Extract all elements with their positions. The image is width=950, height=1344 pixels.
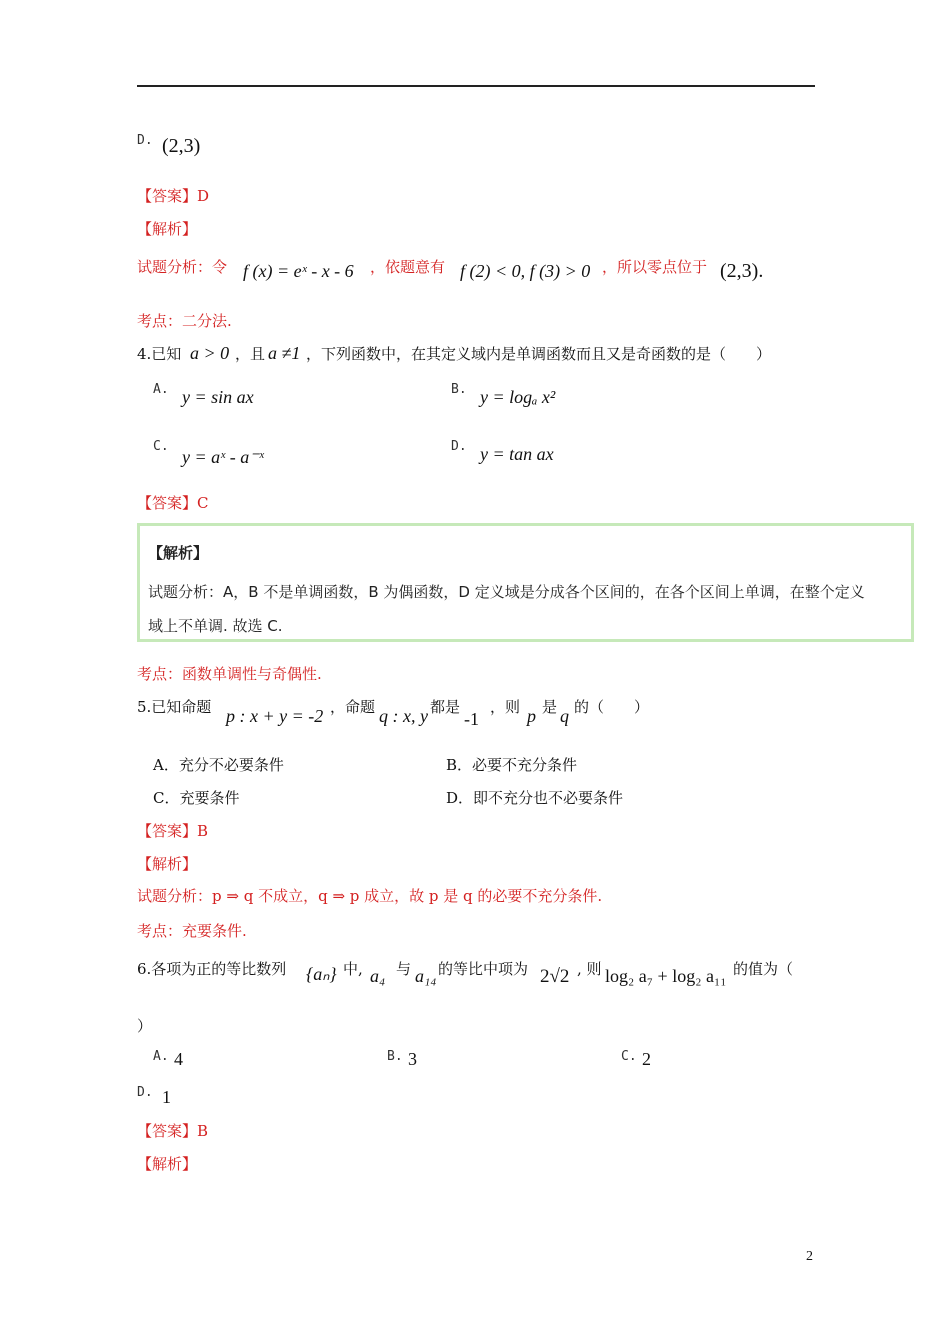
q3-answer: 【答案】D xyxy=(137,187,210,205)
q3-analysis-suffix: ，所以零点位于 xyxy=(602,258,708,276)
q4-box-line1: 试题分析：A，B 不是单调函数，B 为偶函数，D 定义域是分成各个区间的，在各个区间上单调，在整个定义 xyxy=(148,583,865,601)
q6-stem-c: 与 xyxy=(396,960,412,978)
q4-option-a-expr: y = sin ax xyxy=(182,387,254,407)
q4-option-b-label: B. xyxy=(451,382,467,397)
q6-analysis-title: 【解析】 xyxy=(137,1155,198,1173)
q6-option-b-label: B. xyxy=(387,1049,403,1064)
page-number: 2 xyxy=(806,1249,813,1264)
q5-p-expr: p : x + y = -2 xyxy=(226,706,324,726)
q4-option-c-label: C. xyxy=(153,439,169,454)
q6-stem-d: 的等比中项为 xyxy=(438,960,529,978)
q5-p: p xyxy=(527,706,536,726)
q3-analysis-prefix: 试题分析：令 xyxy=(137,258,228,276)
q5-val: -1 xyxy=(464,709,479,729)
q6-mid: 2√2 xyxy=(540,966,570,987)
q6-stem-close: ） xyxy=(137,1017,153,1035)
q5-q-expr: q : x, y xyxy=(379,706,428,726)
q4-analysis-box xyxy=(137,523,914,642)
q3-analysis-func: f (x) = eˣ - x - 6 xyxy=(243,261,354,281)
q5-answer: 【答案】B xyxy=(137,822,209,840)
q5-option-b: B．必要不充分条件 xyxy=(446,756,578,774)
q6-option-a-label: A. xyxy=(153,1049,169,1064)
q5-stem-a: 5.已知命题 xyxy=(137,698,212,716)
q4-box-line2: 域上不单调. 故选 C. xyxy=(148,617,283,635)
q6-stem-b: 中, xyxy=(343,960,363,978)
q6-stem-f: 的值为（ xyxy=(733,960,794,978)
q4-kaodian: 考点：函数单调性与奇偶性. xyxy=(137,665,322,683)
q6-a4: a₄ xyxy=(370,966,386,986)
q6-option-c-label: C. xyxy=(621,1049,637,1064)
q6-logs: log₂ a₇ + log₂ a₁₁ xyxy=(605,966,727,986)
q4-answer: 【答案】C xyxy=(137,494,209,512)
q3-kaodian: 考点：二分法. xyxy=(137,312,232,330)
q5-option-a: A．充分不必要条件 xyxy=(153,756,284,774)
q4-option-a-label: A. xyxy=(153,382,169,397)
q6-seq: {aₙ} xyxy=(306,964,337,984)
q6-option-d-val: 1 xyxy=(162,1087,171,1107)
q5-option-c: C．充要条件 xyxy=(153,789,240,807)
q5-stem-b: ，命题 xyxy=(330,698,376,716)
q4-stem-c: ，下列函数中，在其定义域内是单调函数而且又是奇函数的是（ ） xyxy=(306,345,772,363)
q4-cond1: a > 0 xyxy=(190,343,230,363)
q5-option-d: D．即不充分也不必要条件 xyxy=(446,789,624,807)
q4-cond2: a ≠1 xyxy=(268,343,301,363)
q6-a14: a₁₄ xyxy=(415,966,437,986)
q3-option-d-label: D. xyxy=(137,133,153,148)
q5-stem-e: 是 xyxy=(542,698,558,716)
q4-stem-b: ，且 xyxy=(235,345,266,363)
q5-analysis: 试题分析：p ⇒ q 不成立，q ⇒ p 成立，故 p 是 q 的必要不充分条件. xyxy=(137,887,603,905)
q3-analysis-interval: (2,3). xyxy=(720,260,764,282)
q6-option-b-val: 3 xyxy=(408,1049,417,1069)
q4-option-d-label: D. xyxy=(451,439,467,454)
q3-option-d-value: (2,3) xyxy=(162,135,201,157)
q6-stem-a: 6.各项为正的等比数列 xyxy=(137,960,287,978)
q5-analysis-title: 【解析】 xyxy=(137,855,198,873)
q5-stem-f: 的（ ） xyxy=(574,698,650,716)
q4-option-d-expr: y = tan ax xyxy=(480,444,554,464)
q4-stem-a: 4.已知 xyxy=(137,345,182,363)
header-rule xyxy=(137,85,815,87)
q6-answer: 【答案】B xyxy=(137,1122,209,1140)
q6-stem-e: , 则 xyxy=(577,960,602,978)
q5-stem-d: ，则 xyxy=(490,698,521,716)
q3-analysis-cond: f (2) < 0, f (3) > 0 xyxy=(460,261,591,281)
q5-stem-c: 都是 xyxy=(430,698,461,716)
q4-box-title: 【解析】 xyxy=(148,544,209,562)
q5-q: q xyxy=(560,706,569,726)
q4-option-c-expr: y = aˣ - a⁻ˣ xyxy=(182,447,264,467)
q6-option-c-val: 2 xyxy=(642,1049,651,1069)
q3-analysis-mid: ，依题意有 xyxy=(370,258,446,276)
q5-kaodian: 考点：充要条件. xyxy=(137,922,247,940)
q4-option-b-expr: y = logₐ x² xyxy=(480,387,556,407)
q6-option-d-label: D. xyxy=(137,1085,153,1100)
q6-option-a-val: 4 xyxy=(174,1049,183,1069)
q3-analysis-title: 【解析】 xyxy=(137,220,198,238)
